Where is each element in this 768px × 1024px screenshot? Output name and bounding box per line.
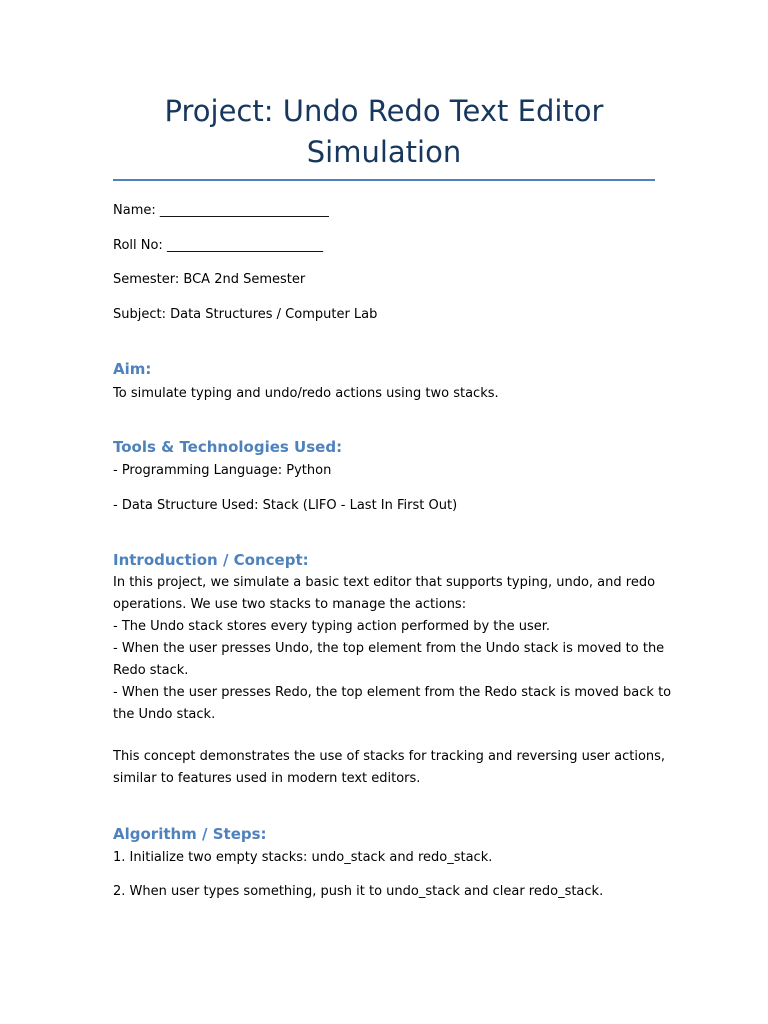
title-underline xyxy=(113,179,655,181)
algorithm-heading: Algorithm / Steps: xyxy=(113,825,267,843)
introduction-line: - The Undo stack stores every typing action performed by the user. xyxy=(113,619,551,634)
semester-field: Semester: BCA 2nd Semester xyxy=(113,272,306,287)
algorithm-step-1: 1. Initialize two empty stacks: undo_stack and redo_stack. xyxy=(113,850,493,865)
aim-text: To simulate typing and undo/redo actions using two stacks. xyxy=(113,386,499,401)
name-field: Name: __________________________ xyxy=(113,203,329,218)
introduction-line: - When the user presses Undo, the top element from the Undo stack is moved to the xyxy=(113,641,665,656)
subject-field: Subject: Data Structures / Computer Lab xyxy=(113,307,378,322)
introduction-line: In this project, we simulate a basic text editor that supports typing, undo, and redo xyxy=(113,575,656,590)
title-line-1: Project: Undo Redo Text Editor xyxy=(164,94,604,128)
summary-line: similar to features used in modern text editors. xyxy=(113,771,421,786)
introduction-line: Redo stack. xyxy=(113,663,189,678)
introduction-paragraph xyxy=(113,572,672,726)
title-line-2: Simulation xyxy=(306,135,462,169)
roll-no-field: Roll No: ________________________ xyxy=(113,238,323,253)
algorithm-step-2: 2. When user types something, push it to undo_stack and clear redo_stack. xyxy=(113,884,604,899)
concept-summary-paragraph xyxy=(113,746,666,790)
tools-item-data-structure: - Data Structure Used: Stack (LIFO - Last In First Out) xyxy=(113,498,458,513)
tools-heading: Tools & Technologies Used: xyxy=(113,438,343,456)
introduction-line: - When the user presses Redo, the top element from the Redo stack is moved back to xyxy=(113,685,672,700)
introduction-line: operations. We use two stacks to manage the actions: xyxy=(113,597,467,612)
page-title xyxy=(113,91,655,173)
introduction-line: the Undo stack. xyxy=(113,707,216,722)
introduction-heading: Introduction / Concept: xyxy=(113,551,309,569)
summary-line: This concept demonstrates the use of stacks for tracking and reversing user actions, xyxy=(113,749,666,764)
aim-heading: Aim: xyxy=(113,360,152,378)
tools-item-language: - Programming Language: Python xyxy=(113,463,332,478)
